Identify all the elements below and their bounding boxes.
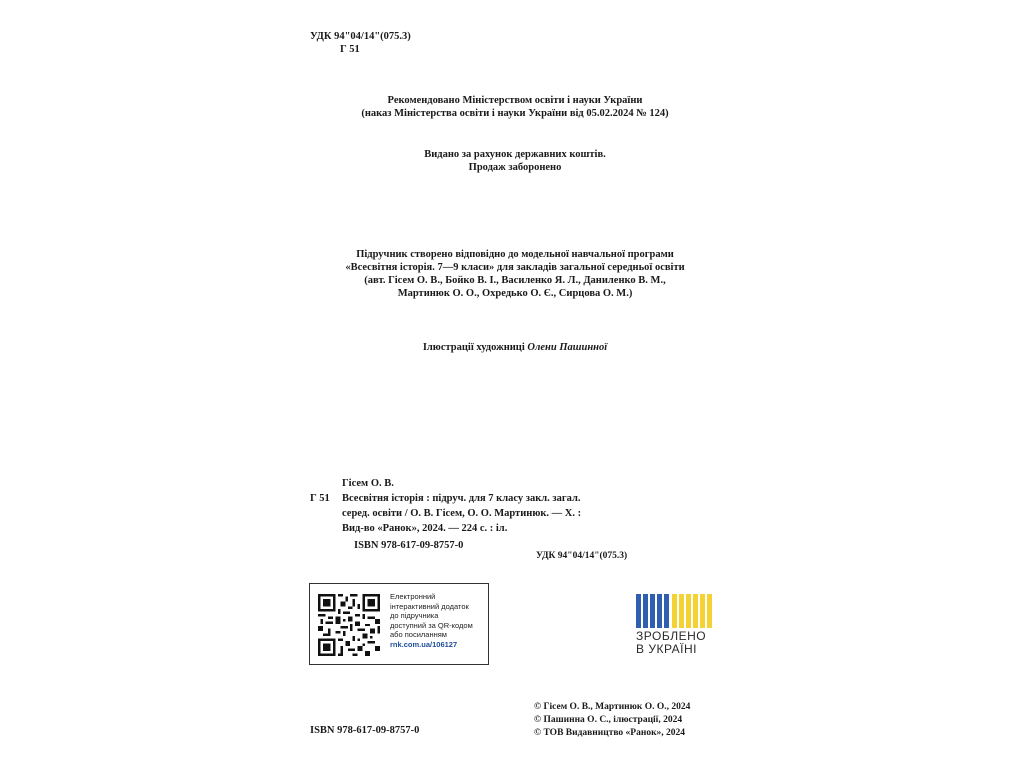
catalog-line: Вид-во «Ранок», 2024. — 224 с. : іл. bbox=[342, 523, 508, 534]
catalog-row bbox=[310, 491, 710, 506]
illustrations-prefix: Ілюстрації художниці bbox=[422, 342, 525, 353]
illustrator-name: Олени Пашинної bbox=[527, 342, 608, 353]
copyright-block bbox=[534, 701, 690, 740]
qr-line: або посиланням bbox=[390, 630, 447, 640]
catalog-title: Всесвітня історія : підруч. для 7 класу закл. загал. bbox=[342, 493, 581, 504]
catalog-code: Г 51 bbox=[310, 493, 330, 504]
qr-info-box bbox=[309, 583, 489, 665]
recommendation-order: (наказ Міністерства освіти і науки України від 05.02.2024 № 124) bbox=[361, 108, 669, 119]
qr-line: доступний за QR-кодом bbox=[390, 620, 473, 630]
made-line: ЗРОБЛЕНО bbox=[636, 629, 707, 643]
ministry-recommendation bbox=[300, 94, 730, 120]
funding-notice bbox=[330, 148, 700, 174]
made-in-ukraine-logo bbox=[636, 594, 718, 656]
qr-description bbox=[390, 592, 486, 650]
qr-line: до підручника bbox=[390, 611, 439, 621]
qr-line: інтерактивний додаток bbox=[390, 601, 469, 611]
udk-code: УДК 94"04/14"(075.3) bbox=[310, 31, 411, 42]
udk-footer: УДК 94"04/14"(075.3) bbox=[536, 551, 628, 561]
curriculum-line: Підручник створено відповідно до модельної навчальної програми bbox=[356, 249, 674, 260]
curriculum-line: (авт. Гісем О. В., Бойко В. І., Василенко Я. Л., Даниленко В. М., bbox=[364, 275, 666, 286]
qr-code-icon[interactable] bbox=[318, 594, 380, 656]
qr-line: Електронний bbox=[390, 592, 436, 601]
library-code: Г 51 bbox=[340, 44, 360, 55]
catalog-author: Гісем О. В. bbox=[342, 478, 394, 489]
copyright-line: © Гісем О. В., Мартинюк О. О., 2024 bbox=[534, 702, 691, 712]
udk-header bbox=[310, 30, 510, 56]
copyright-line: © ТОВ Видавництво «Ранок», 2024 bbox=[534, 728, 686, 738]
made-in-ukraine-stripes-icon bbox=[636, 594, 716, 628]
curriculum-notice bbox=[300, 248, 730, 300]
recommendation-line: Рекомендовано Міністерством освіти і науки України bbox=[387, 95, 643, 106]
made-line: В УКРАЇНІ bbox=[636, 642, 697, 656]
curriculum-line: «Всесвітня історія. 7—9 класи» для закладів загальної середньої освіти bbox=[345, 262, 685, 273]
curriculum-line: Мартинюк О. О., Охредько О. Є., Сирцова О. М.) bbox=[397, 288, 633, 299]
catalog-entry bbox=[310, 476, 710, 553]
catalog-line: серед. освіти / О. В. Гісем, О. О. Мартинюк. — Х. : bbox=[342, 508, 582, 519]
isbn-footer: ISBN 978-617-09-8757-0 bbox=[310, 725, 420, 736]
funding-line: Видано за рахунок державних коштів. bbox=[424, 149, 606, 160]
illustrations-credit bbox=[300, 341, 730, 354]
copyright-line: © Пашинна О. С., ілюстрації, 2024 bbox=[534, 715, 683, 725]
catalog-isbn: ISBN 978-617-09-8757-0 bbox=[354, 540, 464, 551]
qr-link[interactable]: rnk.com.ua/106127 bbox=[390, 639, 458, 649]
sale-prohibited: Продаж заборонено bbox=[468, 162, 562, 173]
made-in-ukraine-text bbox=[636, 630, 718, 656]
